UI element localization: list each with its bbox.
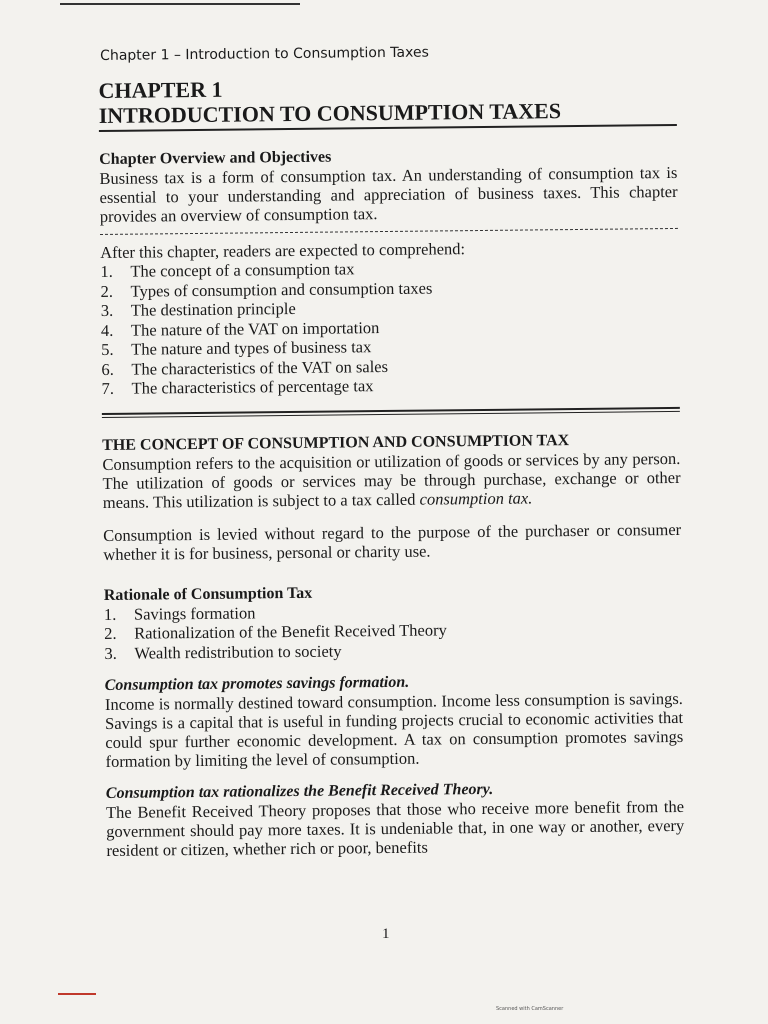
dashed-divider <box>100 228 678 235</box>
list-item: 2. Rationalization of the Benefit Received Theory <box>104 620 447 643</box>
margin-mark <box>58 993 96 995</box>
benefit-text: The Benefit Received Theory proposes that those who receive more benefit from the government should pay more taxes. It is undeniable that, in one way or another, every resident or citizen, whether rich or poor, benefits <box>105 796 685 860</box>
overview-text: Business tax is a form of consumption tax. An understanding of consumption tax is essential to your understanding and appreciation of business taxes. This chapter provides an overview of consumption tax. <box>99 162 678 226</box>
concept-paragraph-2: Consumption is levied without regard to the purpose of the purchaser or consumer whether it is for business, personal or charity use. <box>103 519 682 564</box>
scanner-stamp: Scanned with CamScanner <box>496 1006 564 1012</box>
objectives-intro: After this chapter, readers are expected to comprehend: <box>100 239 466 262</box>
savings-text: Income is normally destined toward consumption. Income less consumption is savings. Savings is a capital that is useful in funding projects crucial to economic activities that could spur further economic development. A tax on consumption promotes savings formation by limiting the level of consumption. <box>104 688 684 771</box>
overview-heading: Chapter Overview and Objectives <box>99 148 332 168</box>
chapter-number: CHAPTER 1 <box>98 76 223 103</box>
section-divider <box>102 406 680 417</box>
document-page <box>98 38 685 860</box>
list-item: 3. The destination principle <box>100 298 296 320</box>
rationale-list <box>104 598 683 663</box>
top-edge-rule <box>60 3 300 5</box>
list-item: 4. The nature of the VAT on importation <box>100 317 380 340</box>
running-header: Chapter 1 – Introduction to Consumption Taxes <box>100 44 429 64</box>
list-item: 3. Wealth redistribution to society <box>104 640 342 663</box>
list-item: 1. The concept of a consumption tax <box>100 259 355 281</box>
objectives-list <box>100 256 679 399</box>
page-number: 1 <box>382 926 390 942</box>
rationale-heading: Rationale of Consumption Tax <box>103 584 313 604</box>
list-item: 7. The characteristics of percentage tax <box>101 376 374 398</box>
list-item: 5. The nature and types of business tax <box>101 337 372 359</box>
list-item: 6. The characteristics of the VAT on sales <box>101 356 389 379</box>
list-item: 2. Types of consumption and consumption taxes <box>100 278 433 301</box>
savings-heading: Consumption tax promotes savings formation. <box>104 673 410 694</box>
chapter-title: INTRODUCTION TO CONSUMPTION TAXES <box>98 98 562 128</box>
concept-heading: THE CONCEPT OF CONSUMPTION AND CONSUMPTION TAX <box>102 431 570 454</box>
list-item: 1. Savings formation <box>103 602 256 624</box>
concept-paragraph-1: Consumption refers to the acquisition or utilization of goods or services by any person. The utilization of goods or services may be through purchase, exchange or other means. This utilization is subject to a tax called consumption tax. <box>102 448 681 512</box>
benefit-heading: Consumption tax rationalizes the Benefit Received Theory. <box>105 780 494 802</box>
